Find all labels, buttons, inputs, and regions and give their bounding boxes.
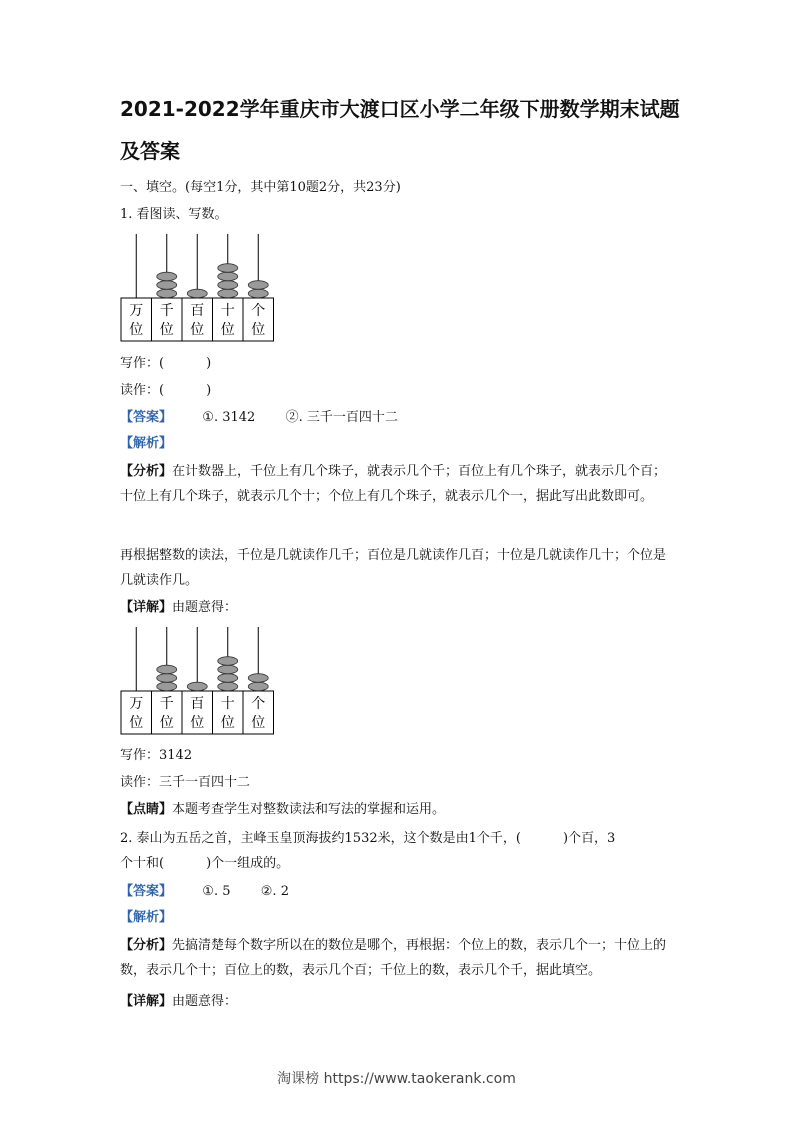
jiexi-tag: 【解析】: [120, 436, 173, 451]
abacus-bead: [157, 289, 177, 298]
abacus-label: 位: [220, 715, 235, 731]
abacus-label: 位: [251, 715, 266, 731]
q2-stem-d: )个一组成的。: [206, 856, 290, 871]
close-paren: ): [206, 356, 212, 371]
page-footer: 淘课榜 https://www.taokerank.com: [277, 1071, 516, 1087]
abacus-label: 位: [220, 322, 235, 338]
answer-value-1: ①. 3142: [202, 410, 256, 425]
detail-line-2: [120, 992, 237, 1012]
abacus-bead: [157, 682, 177, 691]
q2-stem-a: 2. 泰山为五岳之首，主峰玉皇顶海拔约1532米，这个数是由1个千，(: [120, 831, 521, 846]
abacus-label: 位: [159, 715, 174, 731]
q2-stem-c: 个十和(: [120, 856, 165, 871]
abacus-bead: [218, 682, 238, 691]
analysis-paragraph-2: 再根据整数的读法，千位是几就读作几千；百位是几就读作几百；十位是几就读作几十；个位是几就读作几。: [120, 548, 667, 588]
abacus-label: 位: [190, 715, 205, 731]
abacus-label: 万: [129, 696, 144, 712]
abacus-bead: [187, 289, 207, 298]
abacus-bead: [157, 674, 177, 683]
abacus-bead: [218, 264, 238, 273]
write-prompt: [120, 354, 211, 374]
abacus-label: 位: [129, 322, 144, 338]
abacus-label: 千: [159, 696, 174, 712]
read-prompt-text: 读作：(: [120, 383, 165, 398]
abacus-bead: [248, 674, 268, 683]
q2-stem-b: )个百，3: [562, 831, 616, 846]
detail-line-1: [120, 598, 237, 618]
answer-line-1: [120, 408, 398, 428]
abacus-label: 位: [129, 715, 144, 731]
question-1-stem: 1. 看图读、写数。: [120, 207, 228, 222]
fenxi-text: 在计数器上，千位上有几个珠子，就表示几个千；百位上有几个珠子，就表示几个百；十位上有几个珠子，就表示几个十；个位上有几个珠子，就表示几个一，据此写出此数即可。: [120, 464, 667, 504]
fenxi-tag: 【分析】: [120, 938, 173, 953]
fenxi-tag: 【分析】: [120, 464, 173, 479]
document-title: 2021-2022学年重庆市大渡口区小学二年级下册数学期末试题及答案: [120, 97, 680, 163]
abacus-figure-2: [120, 625, 274, 735]
abacus-label: 百: [190, 696, 205, 712]
abacus-label: 个: [251, 696, 266, 712]
abacus-label: 十: [220, 696, 235, 712]
abacus-label: 百: [190, 303, 205, 319]
abacus-bead: [248, 281, 268, 290]
analysis-paragraph-3: [120, 933, 678, 983]
analysis-paragraph-1: [120, 459, 678, 509]
abacus-label: 位: [251, 322, 266, 338]
read-answer: 读作：三千一百四十二: [120, 775, 251, 790]
answer-line-2: [120, 882, 289, 902]
abacus-bead: [218, 289, 238, 298]
abacus-bead: [157, 665, 177, 674]
abacus-label: 十: [220, 303, 235, 319]
dianjing-tag: 【点睛】: [120, 802, 173, 817]
answer-value-2: ②. 2: [260, 884, 289, 899]
close-paren: ): [206, 383, 212, 398]
abacus-bead: [157, 272, 177, 281]
xiangjie-tag: 【详解】: [120, 600, 173, 615]
abacus-bead: [218, 657, 238, 666]
abacus-bead: [187, 682, 207, 691]
answer-tag: 【答案】: [120, 884, 173, 899]
abacus-bead: [248, 289, 268, 298]
jiexi-tag: 【解析】: [120, 910, 173, 925]
xiangjie-text: 由题意得：: [172, 994, 238, 1009]
section-heading: 一、填空。(每空1分，其中第10题2分，共23分): [120, 180, 401, 195]
abacus-bead: [218, 281, 238, 290]
xiangjie-tag: 【详解】: [120, 994, 173, 1009]
dianjing-text: 本题考查学生对整数读法和写法的掌握和运用。: [172, 802, 446, 817]
fenxi-text: 先搞清楚每个数字所以在的数位是哪个，再根据：个位上的数，表示几个一；十位上的数，表示几个十；百位上的数，表示几个百；千位上的数，表示几个千，据此填空。: [120, 938, 667, 978]
abacus-figure-1: [120, 232, 274, 342]
xiangjie-text: 由题意得：: [172, 600, 238, 615]
abacus-bead: [218, 272, 238, 281]
abacus-label: 个: [251, 303, 266, 319]
abacus-bead: [157, 281, 177, 290]
question-2-stem: [120, 826, 678, 876]
answer-tag: 【答案】: [120, 410, 173, 425]
abacus-label: 千: [159, 303, 174, 319]
write-answer: 写作：3142: [120, 748, 193, 763]
abacus-label: 位: [190, 322, 205, 338]
abacus-bead: [218, 674, 238, 683]
abacus-label: 位: [159, 322, 174, 338]
abacus-bead: [218, 665, 238, 674]
abacus-bead: [248, 682, 268, 691]
abacus-label: 万: [129, 303, 144, 319]
answer-value-1: ①. 5: [202, 884, 231, 899]
answer-value-2: ②. 三千一百四十二: [285, 410, 398, 425]
dianjing-line: [120, 800, 445, 820]
read-prompt: [120, 381, 211, 401]
write-prompt-text: 写作：(: [120, 356, 165, 371]
